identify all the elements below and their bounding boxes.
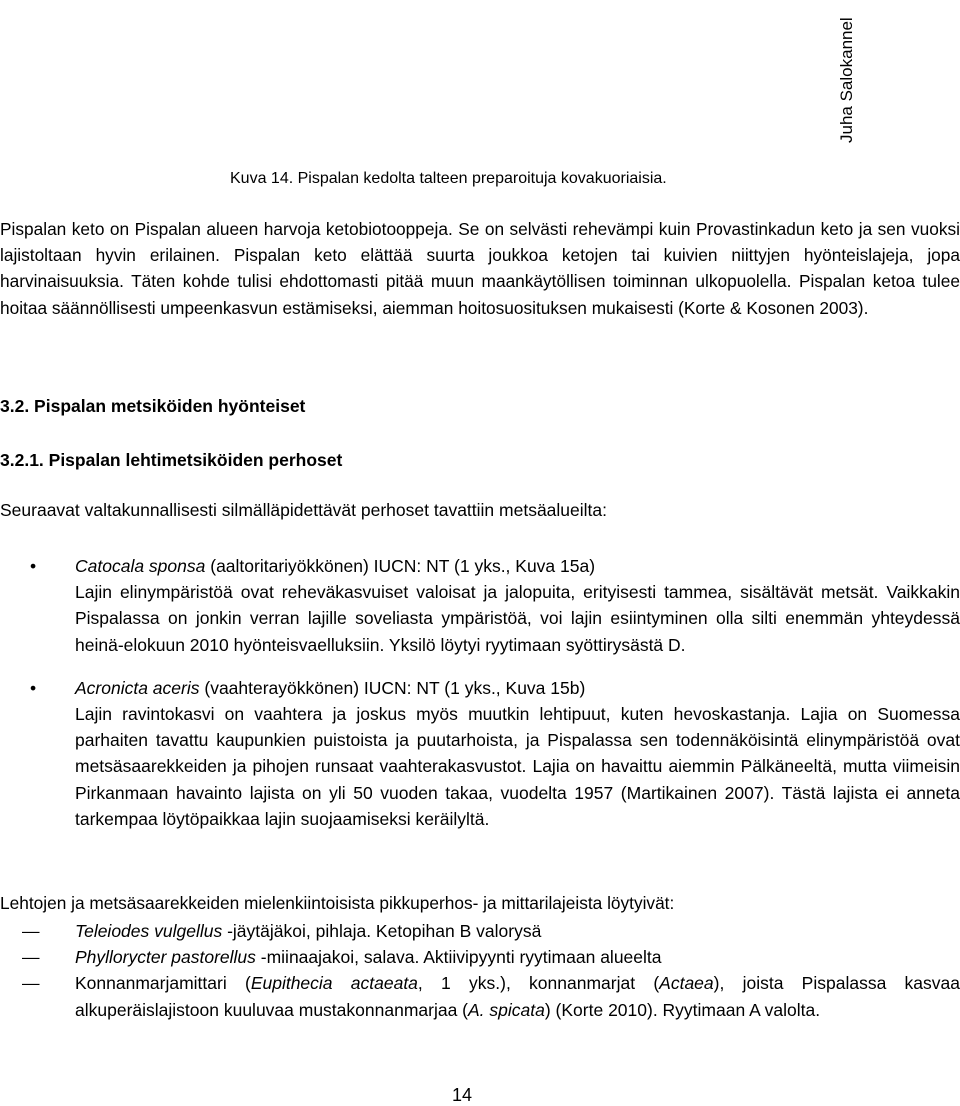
species-name: Teleiodes vulgellus [75, 921, 223, 941]
species-details: ) (Korte 2010). Ryytimaan A valolta. [544, 999, 821, 1020]
species-name: Phyllorycter pastorellus [75, 947, 256, 968]
dash-item [0, 970, 960, 1022]
species-list [0, 553, 960, 832]
paragraph: Pispalan keto on Pispalan alueen harvoja ketobiotooppeja. Se on selvästi rehevämpi kuin Provastinkadun keto ja sen vuoksi lajistoltaan hyvin erilainen. Pispalan keto elättää suurta joukkoa ketojen tai kuivien niittyjen hyönteislajeja, jopa harvinaisuuksia. Täten kohde tulisi ehdottomasti pitää muun maankäytöllisen toiminnan ulkopuolella. Pispalan ketoa tulee hoitaa säännöllisesti umpeenkasvun estämiseksi, aiemman hoitosuosituksen mukaisesti (Korte & Kosonen 2003). [0, 219, 960, 318]
species-details: ), joista Pispalassa kasvaa alkuperäislajistoon kuuluvaa mustakonnanmarjaa ( [75, 973, 960, 1020]
intro-text: Seuraavat valtakunnallisesti silmälläpidettävät perhoset tavattiin metsäalueilta: [0, 500, 607, 520]
species-prefix: Konnanmarjamittari ( [75, 973, 251, 994]
species-name: Catocala sponsa [75, 556, 206, 576]
species-abbrev: A. spicata [468, 999, 545, 1020]
species-description: Lajin elinympäristöä ovat reheväkasvuiset valoisat ja jalopuita, erityisesti tammea, sisältävät metsät. Vaikkakin Pispalassa on jonkin verran lajille soveliasta ympäristöä, voi lajin esiintyminen olla silti enemmän yhteydessä heinä-elokuun 2010 hyönteisvaelluksiin. Yksilö löytyi ryytimaan syöttirysästä D. [75, 582, 960, 655]
subsection-heading: 3.2.1. Pispalan lehtimetsiköiden perhoset [0, 450, 343, 470]
section-heading: 3.2. Pispalan metsiköiden hyönteiset [0, 396, 306, 416]
species-name: Eupithecia actaeata [250, 973, 418, 994]
species-details: , 1 yks.), konnanmarjat ( [417, 973, 660, 994]
species-dash-list [0, 918, 960, 1023]
species-details: (vaahterayökkönen) IUCN: NT (1 yks., Kuva 15b) [199, 677, 586, 698]
species-description: Lajin ravintokasvi on vaahtera ja joskus myös muutkin lehtipuut, kuten hevoskastanja. Lajia on Suomessa parhaiten tavattu kaupunkien puistoista ja puutarhoista, ja Pispalassa sen todennäköisintä elinympäristöä ovat metsäsaarekkeiden ja pihojen runsaat vaahterakasvustot. Lajia on havaittu aiemmin Pälkäneeltä, mutta viimeisin Pirkanmaan havainto lajista on yli 50 vuoden takaa, vuodelta 1957 (Martikainen 2007). Tästä lajista ei anneta tarkempaa löytöpaikkaa lajin suojaamiseksi keräilyltä. [75, 704, 960, 829]
bullet: • [30, 677, 37, 698]
paragraph: Lehtojen ja metsäsaarekkeiden mielenkiintoisista pikkuperhos- ja mittarilajeista löytyivät: [0, 893, 675, 913]
page-number: 14 [452, 1085, 473, 1105]
bullet: • [30, 556, 37, 576]
species-details: (aaltoritariyökkönen) IUCN: NT (1 yks., Kuva 15a) [205, 556, 596, 576]
dash-item [0, 944, 960, 970]
species-details: -jäytäjäkoi, pihlaja. Ketopihan B valorysä [222, 921, 542, 941]
dash: — [22, 921, 40, 941]
species-heading [75, 553, 960, 579]
dash: — [22, 973, 40, 994]
genus-name: Actaea [659, 973, 714, 994]
species-name: Acronicta aceris [75, 677, 200, 698]
species-heading [75, 675, 960, 701]
dash: — [22, 947, 40, 968]
species-item [0, 553, 960, 658]
species-details: -miinaajakoi, salava. Aktiivipyynti ryytimaan alueelta [255, 947, 662, 968]
author-name: Juha Salokannel [837, 17, 856, 143]
dash-item [0, 918, 960, 944]
species-item [0, 675, 960, 832]
figure-caption: Kuva 14. Pispalan kedolta talteen preparoituja kovakuoriaisia. [230, 170, 667, 187]
